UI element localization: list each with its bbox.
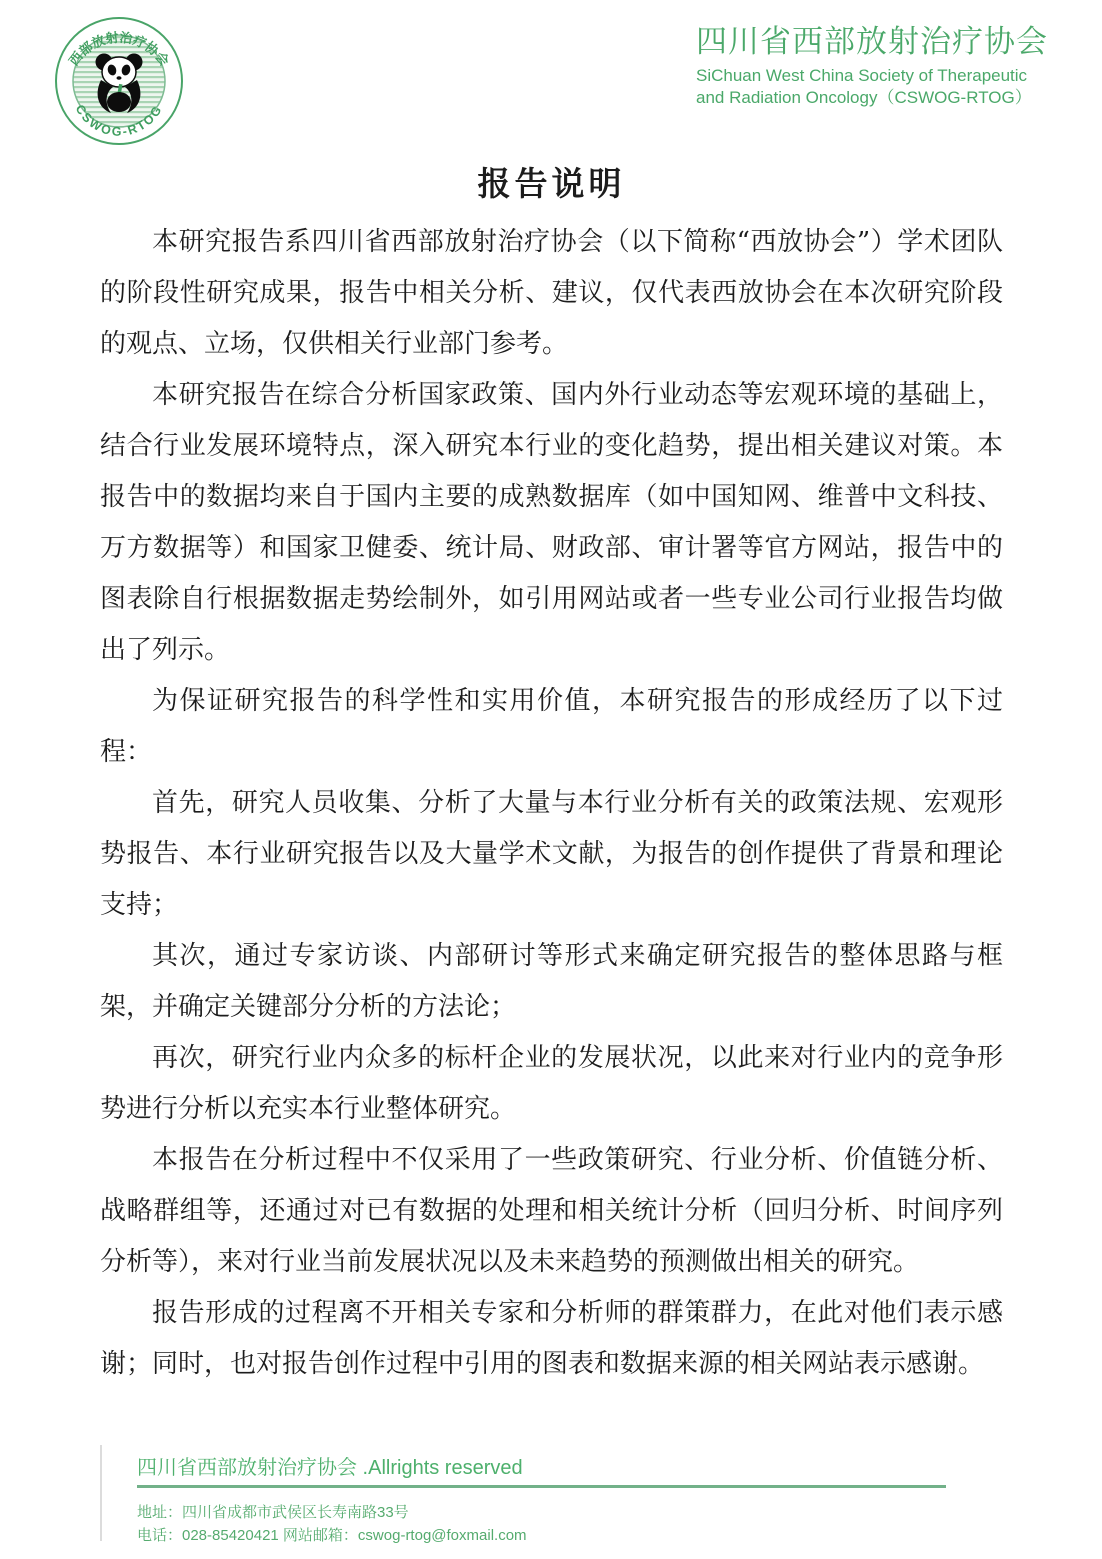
header-org-block — [696, 22, 1048, 109]
org-name-english-line1: SiChuan West China Society of Therapeutic — [696, 66, 1028, 85]
org-name-chinese: 四川省西部放射治疗协会 — [696, 24, 1048, 59]
panda-icon — [96, 54, 143, 114]
org-name-english — [696, 65, 1048, 109]
paragraph-5: 其次，通过专家访谈、内部研讨等形式来确定研究报告的整体思路与框架，并确定关键部分分析的方法论； — [100, 941, 1003, 1022]
page-title: 报告说明 — [477, 164, 626, 203]
footer-copyright: 四川省西部放射治疗协会 .Allrights reserved — [137, 1457, 523, 1479]
paragraph-8: 报告形成的过程离不开相关专家和分析师的群策群力，在此对他们表示感谢；同时，也对报告创作过程中引用的图表和数据来源的相关网站表示感谢。 — [100, 1298, 1003, 1379]
paragraph-7: 本报告在分析过程中不仅采用了一些政策研究、行业分析、价值链分析、战略群组等，还通过对已有数据的处理和相关统计分析（回归分析、时间序列分析等），来对行业当前发展状况以及未来趋势的预测做出相关的研究。 — [100, 1145, 1003, 1277]
org-name-english-line2: and Radiation Oncology（CSWOG-RTOG） — [696, 88, 1032, 107]
logo-arc-bottom-text: CSWOG-RTOG — [72, 102, 166, 139]
document-body — [100, 158, 1003, 1390]
paragraph-2: 本研究报告在综合分析国家政策、国内外行业动态等宏观环境的基础上，结合行业发展环境特点，深入研究本行业的变化趋势，提出相关建议对策。本报告中的数据均来自于国内主要的成熟数据库（如中国知网、维普中文科技、万方数据等）和国家卫健委、统计局、财政部、审计署等官方网站，报告中的图表除自行根据数据走势绘制外，如引用网站或者一些专业公司行业报告均做出了列示。 — [100, 380, 1003, 665]
paragraph-6: 再次，研究行业内众多的标杆企业的发展状况，以此来对行业内的竞争形势进行分析以充实本行业整体研究。 — [100, 1043, 1003, 1124]
paragraph-3: 为保证研究报告的科学性和实用价值，本研究报告的形成经历了以下过程： — [100, 686, 1003, 767]
logo-arc-top-text: 西部放射治疗协会 — [65, 29, 173, 69]
cswog-rtog-panda-logo-icon — [54, 16, 184, 146]
footer-address: 地址：四川省成都市武侯区长寿南路33号 — [137, 1504, 409, 1521]
footer-divider — [137, 1485, 946, 1488]
paragraph-1: 本研究报告系四川省西部放射治疗协会（以下简称“西放协会”）学术团队的阶段性研究成果，报告中相关分析、建议，仅代表西放协会在本次研究阶段的观点、立场，仅供相关行业部门参考。 — [100, 227, 1003, 359]
footer-contact: 电话：028-85420421 网站邮箱：cswog-rtog@foxmail.com — [137, 1527, 527, 1544]
page-footer — [100, 1445, 948, 1544]
paragraph-4: 首先，研究人员收集、分析了大量与本行业分析有关的政策法规、宏观形势报告、本行业研究报告以及大量学术文献，为报告的创作提供了背景和理论支持； — [100, 788, 1003, 920]
